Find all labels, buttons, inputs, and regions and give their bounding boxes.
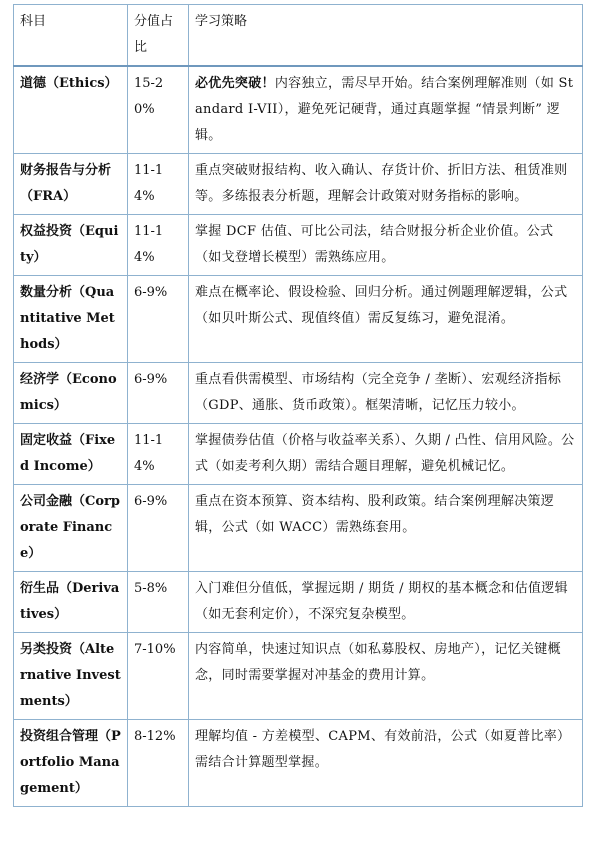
subject-en: （Portfolio Management） bbox=[20, 729, 121, 796]
subject-cn: 道德 bbox=[20, 76, 47, 91]
subject-cn: 投资组合管理 bbox=[20, 729, 99, 744]
subject-cn: 数量分析 bbox=[20, 285, 73, 300]
weight-cell: 7-10% bbox=[128, 633, 189, 720]
subject-cell bbox=[14, 720, 128, 807]
strategy-lead: 必优先突破！ bbox=[195, 76, 275, 91]
strategy-cell: 重点看供需模型、市场结构（完全竞争 / 垄断）、宏观经济指标（GDP、通胀、货币政策）。框架清晰，记忆压力较小。 bbox=[189, 363, 583, 424]
weight-cell: 11-14% bbox=[128, 154, 189, 215]
strategy-cell: 内容简单，快速过知识点（如私募股权、房地产），记忆关键概念，同时需要掌握对冲基金的费用计算。 bbox=[189, 633, 583, 720]
table-row bbox=[14, 633, 583, 720]
subject-en: （Ethics） bbox=[46, 76, 118, 91]
table-row bbox=[14, 66, 583, 154]
subject-en: （Corporate Finance） bbox=[20, 494, 120, 561]
subject-en: （Alternative Investments） bbox=[20, 642, 121, 709]
weight-cell: 6-9% bbox=[128, 363, 189, 424]
table-row bbox=[14, 485, 583, 572]
subject-en: （Equity） bbox=[20, 224, 119, 265]
weight-cell: 11-14% bbox=[128, 215, 189, 276]
subject-cn: 衍生品 bbox=[20, 581, 60, 596]
strategy-cell: 理解均值 - 方差模型、CAPM、有效前沿，公式（如夏普比率）需结合计算题型掌握。 bbox=[189, 720, 583, 807]
weight-cell: 11-14% bbox=[128, 424, 189, 485]
subject-cn: 另类投资 bbox=[20, 642, 73, 657]
table-row bbox=[14, 276, 583, 363]
subject-en: （Derivatives） bbox=[20, 581, 120, 622]
subject-cn: 经济学 bbox=[20, 372, 60, 387]
weight-cell: 6-9% bbox=[128, 485, 189, 572]
header-weight: 分值占比 bbox=[128, 5, 189, 67]
table-row bbox=[14, 720, 583, 807]
subject-cell bbox=[14, 633, 128, 720]
weight-cell: 8-12% bbox=[128, 720, 189, 807]
subject-cn: 权益投资 bbox=[20, 224, 73, 239]
subject-cell bbox=[14, 154, 128, 215]
weight-cell: 15-20% bbox=[128, 66, 189, 154]
subject-cell bbox=[14, 215, 128, 276]
table-row bbox=[14, 154, 583, 215]
subject-cn: 公司金融 bbox=[20, 494, 73, 509]
subject-cell bbox=[14, 66, 128, 154]
subject-en: （FRA） bbox=[20, 189, 77, 204]
subject-en: （Fixed Income） bbox=[20, 433, 116, 474]
strategy-cell: 难点在概率论、假设检验、回归分析。通过例题理解逻辑，公式（如贝叶斯公式、现值终值）需反复练习，避免混淆。 bbox=[189, 276, 583, 363]
table-row bbox=[14, 424, 583, 485]
table-row bbox=[14, 363, 583, 424]
subject-cell bbox=[14, 363, 128, 424]
strategy-text: 内容独立，需尽早开始。结合案例理解准则（如 Standard I-VII），避免死记硬背，通过真题掌握 “情景判断” 逻辑。 bbox=[195, 76, 574, 143]
subject-cell bbox=[14, 276, 128, 363]
strategy-cell: 重点在资本预算、资本结构、股利政策。结合案例理解决策逻辑，公式（如 WACC）需熟练套用。 bbox=[189, 485, 583, 572]
subject-cn: 财务报告与分析 bbox=[20, 163, 112, 178]
subject-cell bbox=[14, 485, 128, 572]
strategy-cell: 掌握债券估值（价格与收益率关系）、久期 / 凸性、信用风险。公式（如麦考利久期）需结合题目理解，避免机械记忆。 bbox=[189, 424, 583, 485]
strategy-cell: 掌握 DCF 估值、可比公司法，结合财报分析企业价值。公式（如戈登增长模型）需熟练应用。 bbox=[189, 215, 583, 276]
subject-en: （Economics） bbox=[20, 372, 117, 413]
subject-cell bbox=[14, 572, 128, 633]
table-row bbox=[14, 572, 583, 633]
strategy-cell bbox=[189, 66, 583, 154]
header-subject: 科目 bbox=[14, 5, 128, 67]
subject-cn: 固定收益 bbox=[20, 433, 73, 448]
weight-cell: 5-8% bbox=[128, 572, 189, 633]
subject-cell bbox=[14, 424, 128, 485]
strategy-cell: 重点突破财报结构、收入确认、存货计价、折旧方法、租赁准则等。多练报表分析题，理解会计政策对财务指标的影响。 bbox=[189, 154, 583, 215]
subject-en: （Quantitative Methods） bbox=[20, 285, 115, 352]
table-row bbox=[14, 215, 583, 276]
header-row bbox=[14, 5, 583, 67]
study-plan-table bbox=[13, 4, 583, 807]
strategy-cell: 入门难但分值低，掌握远期 / 期货 / 期权的基本概念和估值逻辑（如无套利定价），不深究复杂模型。 bbox=[189, 572, 583, 633]
weight-cell: 6-9% bbox=[128, 276, 189, 363]
header-strategy: 学习策略 bbox=[189, 5, 583, 67]
